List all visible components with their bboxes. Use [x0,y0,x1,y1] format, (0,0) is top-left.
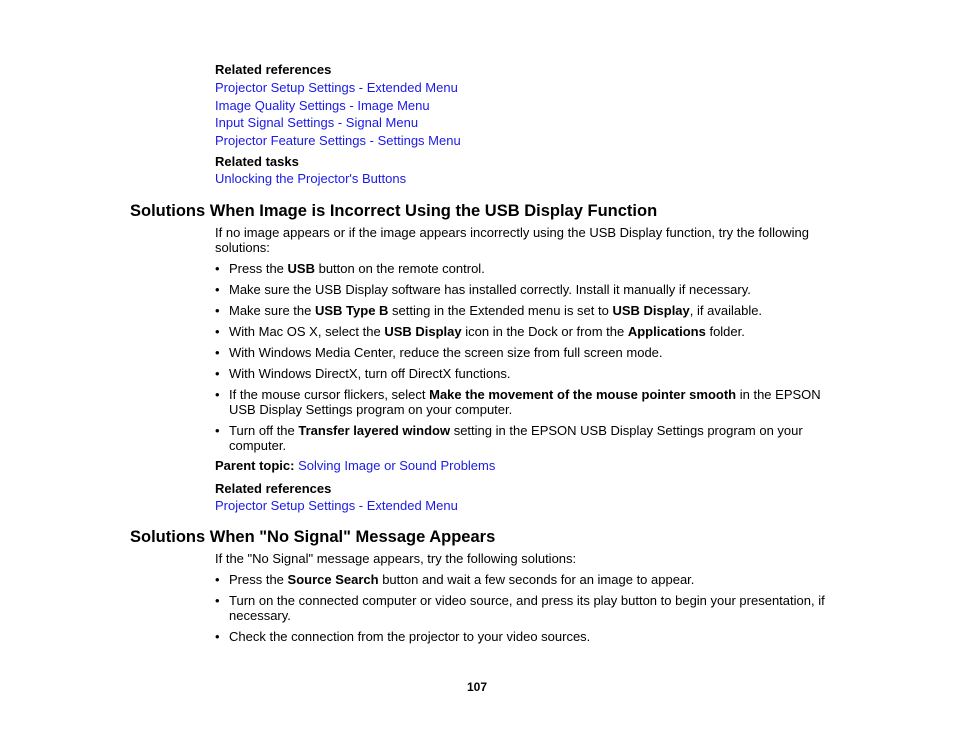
list-item-text: Check the connection from the projector to your video sources. [229,629,591,644]
list-item [215,593,825,623]
top-related-references [215,61,825,188]
list-item-text: With Windows DirectX, turn off DirectX functions. [229,366,511,381]
nosignal-intro: If the "No Signal" message appears, try the following solutions: [215,551,577,566]
usb-intro: If no image appears or if the image appears incorrectly using the USB Display function, try the following solutions: [215,225,809,255]
parent-topic-link[interactable]: Solving Image or Sound Problems [298,458,496,473]
nosignal-section-title: Solutions When "No Signal" Message Appears [130,528,496,546]
list-item-text: setting in the Extended menu is set to [388,303,613,318]
list-item-text: in the EPSON USB Display Settings program on your computer. [229,387,821,417]
emphasized-term: USB Display [612,303,690,318]
list-item-text: Turn on the connected computer or video source, and press its play button to begin your presentation, if necessary. [229,593,825,623]
emphasized-term: Make the movement of the mouse pointer smooth [429,387,737,402]
emphasized-term: USB [287,261,315,276]
related-reference-link[interactable]: Image Quality Settings - Image Menu [215,97,430,113]
list-item-text: If the mouse cursor flickers, select [229,387,430,402]
emphasized-term: Source Search [287,572,379,587]
nosignal-solutions-list [215,572,825,644]
usb-section-body [215,225,825,514]
page-number: 107 [466,680,488,694]
list-item [215,261,825,276]
list-item [215,572,825,587]
list-item-text: Make sure the [229,303,315,318]
emphasized-term: USB Type B [315,303,389,318]
emphasized-term: USB Display [384,324,462,339]
list-item [215,387,825,417]
usb-related-references-heading: Related references [215,480,332,496]
list-item-text: , if available. [689,303,763,318]
usb-related-references-links [215,497,825,515]
list-item [215,324,825,339]
list-item [215,303,825,318]
related-reference-link[interactable]: Input Signal Settings - Signal Menu [215,115,419,130]
related-task-link[interactable]: Unlocking the Projector's Buttons [215,171,407,186]
list-item-text: With Windows Media Center, reduce the screen size from full screen mode. [229,345,663,360]
usb-section-title: Solutions When Image is Incorrect Using the USB Display Function [130,202,658,220]
related-references-links [215,79,825,149]
related-tasks-heading: Related tasks [215,154,299,169]
list-item [215,282,825,297]
list-item-text: setting in the EPSON USB Display Settings program on your computer. [229,423,803,453]
emphasized-term: Applications [627,324,706,339]
list-item-text: folder. [705,324,745,339]
related-references-heading: Related references [215,62,332,77]
related-reference-link[interactable]: Projector Setup Settings - Extended Menu [215,497,458,513]
list-item-text: Make sure the USB Display software has installed correctly. Install it manually if necessary. [229,282,751,297]
related-reference-link[interactable]: Projector Feature Settings - Settings Menu [215,132,461,148]
list-item-text: icon in the Dock or from the [461,324,628,339]
related-reference-link[interactable]: Projector Setup Settings - Extended Menu [215,80,458,95]
usb-solutions-list [215,261,825,453]
list-item-text: button and wait a few seconds for an image to appear. [378,572,695,587]
list-item-text: Press the [229,261,288,276]
parent-topic [215,457,825,475]
emphasized-term: Transfer layered window [298,423,451,438]
list-item [215,345,825,360]
parent-topic-label: Parent topic: [215,458,295,473]
nosignal-section-body [215,551,825,650]
list-item-text: Turn off the [229,423,299,438]
list-item [215,629,825,644]
list-item-text: With Mac OS X, select the [229,324,385,339]
list-item [215,423,825,453]
list-item-text: Press the [229,572,288,587]
related-tasks-links [215,170,825,188]
list-item [215,366,825,381]
list-item-text: button on the remote control. [314,261,485,276]
